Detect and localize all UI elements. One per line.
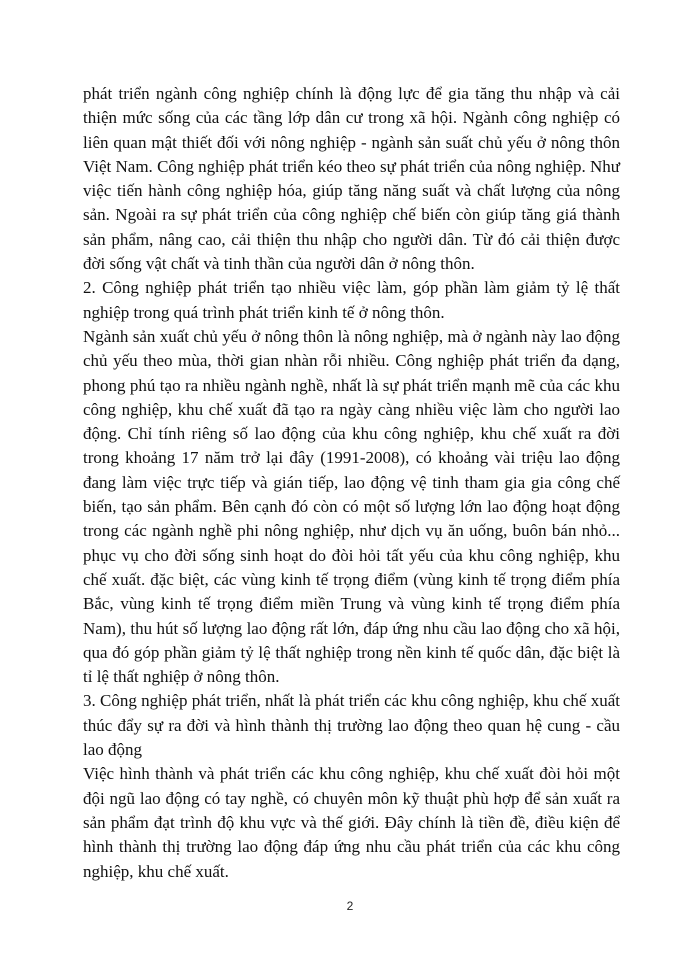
page-number: 2 bbox=[346, 899, 354, 913]
paragraph-rural-employment: Ngành sản xuất chủ yếu ở nông thôn là nông nghiệp, mà ở ngành này lao động chủ yếu theo mùa, thời gian nhàn rỗi nhiều. Công nghiệp phát triển đa dạng, phong phú tạo ra nhiều ngành nghề, nhất là sự phát triển mạnh mẽ của các khu công nghiệp, khu chế xuất đã tạo ra ngày càng nhiều việc làm cho người lao động. Chỉ tính riêng số lao động của khu công nghiệp, khu chế xuất ra đời trong khoảng 17 năm trở lại đây (1991-2008), có khoảng vài triệu lao động đang làm việc trực tiếp và gián tiếp, lao động vệ tinh tham gia gia công chế biến, tạo sản phẩm. Bên cạnh đó còn có một số lượng lớn lao động hoạt động trong các ngành nghề phi nông nghiệp, như dịch vụ ăn uống, buôn bán nhỏ... phục vụ cho đời sống sinh hoạt do đòi hỏi tất yếu của khu công nghiệp, khu chế xuất. đặc biệt, các vùng kinh tế trọng điểm (vùng kinh tế trọng điểm phía Bắc, vùng kinh tế trọng điểm miền Trung và vùng kinh tế trọng điểm phía Nam), thu hút số lượng lao động rất lớn, đáp ứng nhu cầu lao động cho xã hội, qua đó góp phần giảm tỷ lệ thất nghiệp trong nền kinh tế quốc dân, đặc biệt là tỉ lệ thất nghiệp ở nông thôn. bbox=[83, 326, 620, 687]
paragraph-labor-market: Việc hình thành và phát triển các khu công nghiệp, khu chế xuất đòi hỏi một đội ngũ lao động có tay nghề, có chuyên môn kỹ thuật phù hợp để sản xuất ra sản phẩm đạt trình độ khu vực và thế giới. Đây chính là tiền đề, điều kiện để hình thành thị trường lao động đáp ứng nhu cầu phát triển của các khu công nghiệp, khu chế xuất. bbox=[83, 764, 620, 881]
page-body bbox=[83, 82, 620, 884]
paragraph-industry-income: phát triển ngành công nghiệp chính là động lực để gia tăng thu nhập và cải thiện mức sống của các tầng lớp dân cư trong xã hội. Ngành công nghiệp có liên quan mật thiết đối với nông nghiệp - ngành sản suất chủ yếu ở nông thôn Việt Nam. Công nghiệp phát triển kéo theo sự phát triển của nông nghiệp. Như việc tiến hành công nghiệp hóa, giúp tăng năng suất và chất lượng của nông sản. Ngoài ra sự phát triển của công nghiệp chế biến còn giúp tăng giá thành sản phẩm, nâng cao, cải thiện thu nhập cho người dân. Từ đó cải thiện được đời sống vật chất và tinh thần của người dân ở nông thôn. bbox=[83, 84, 620, 274]
section-heading-employment: 2. Công nghiệp phát triển tạo nhiều việc làm, góp phần làm giảm tỷ lệ thất nghiệp trong quá trình phát triển kinh tế ở nông thôn. bbox=[83, 278, 620, 322]
section-heading-labor-market: 3. Công nghiệp phát triển, nhất là phát triển các khu công nghiệp, khu chế xuất thúc đẩy sự ra đời và hình thành thị trường lao động theo quan hệ cung - cầu lao động bbox=[83, 691, 620, 760]
